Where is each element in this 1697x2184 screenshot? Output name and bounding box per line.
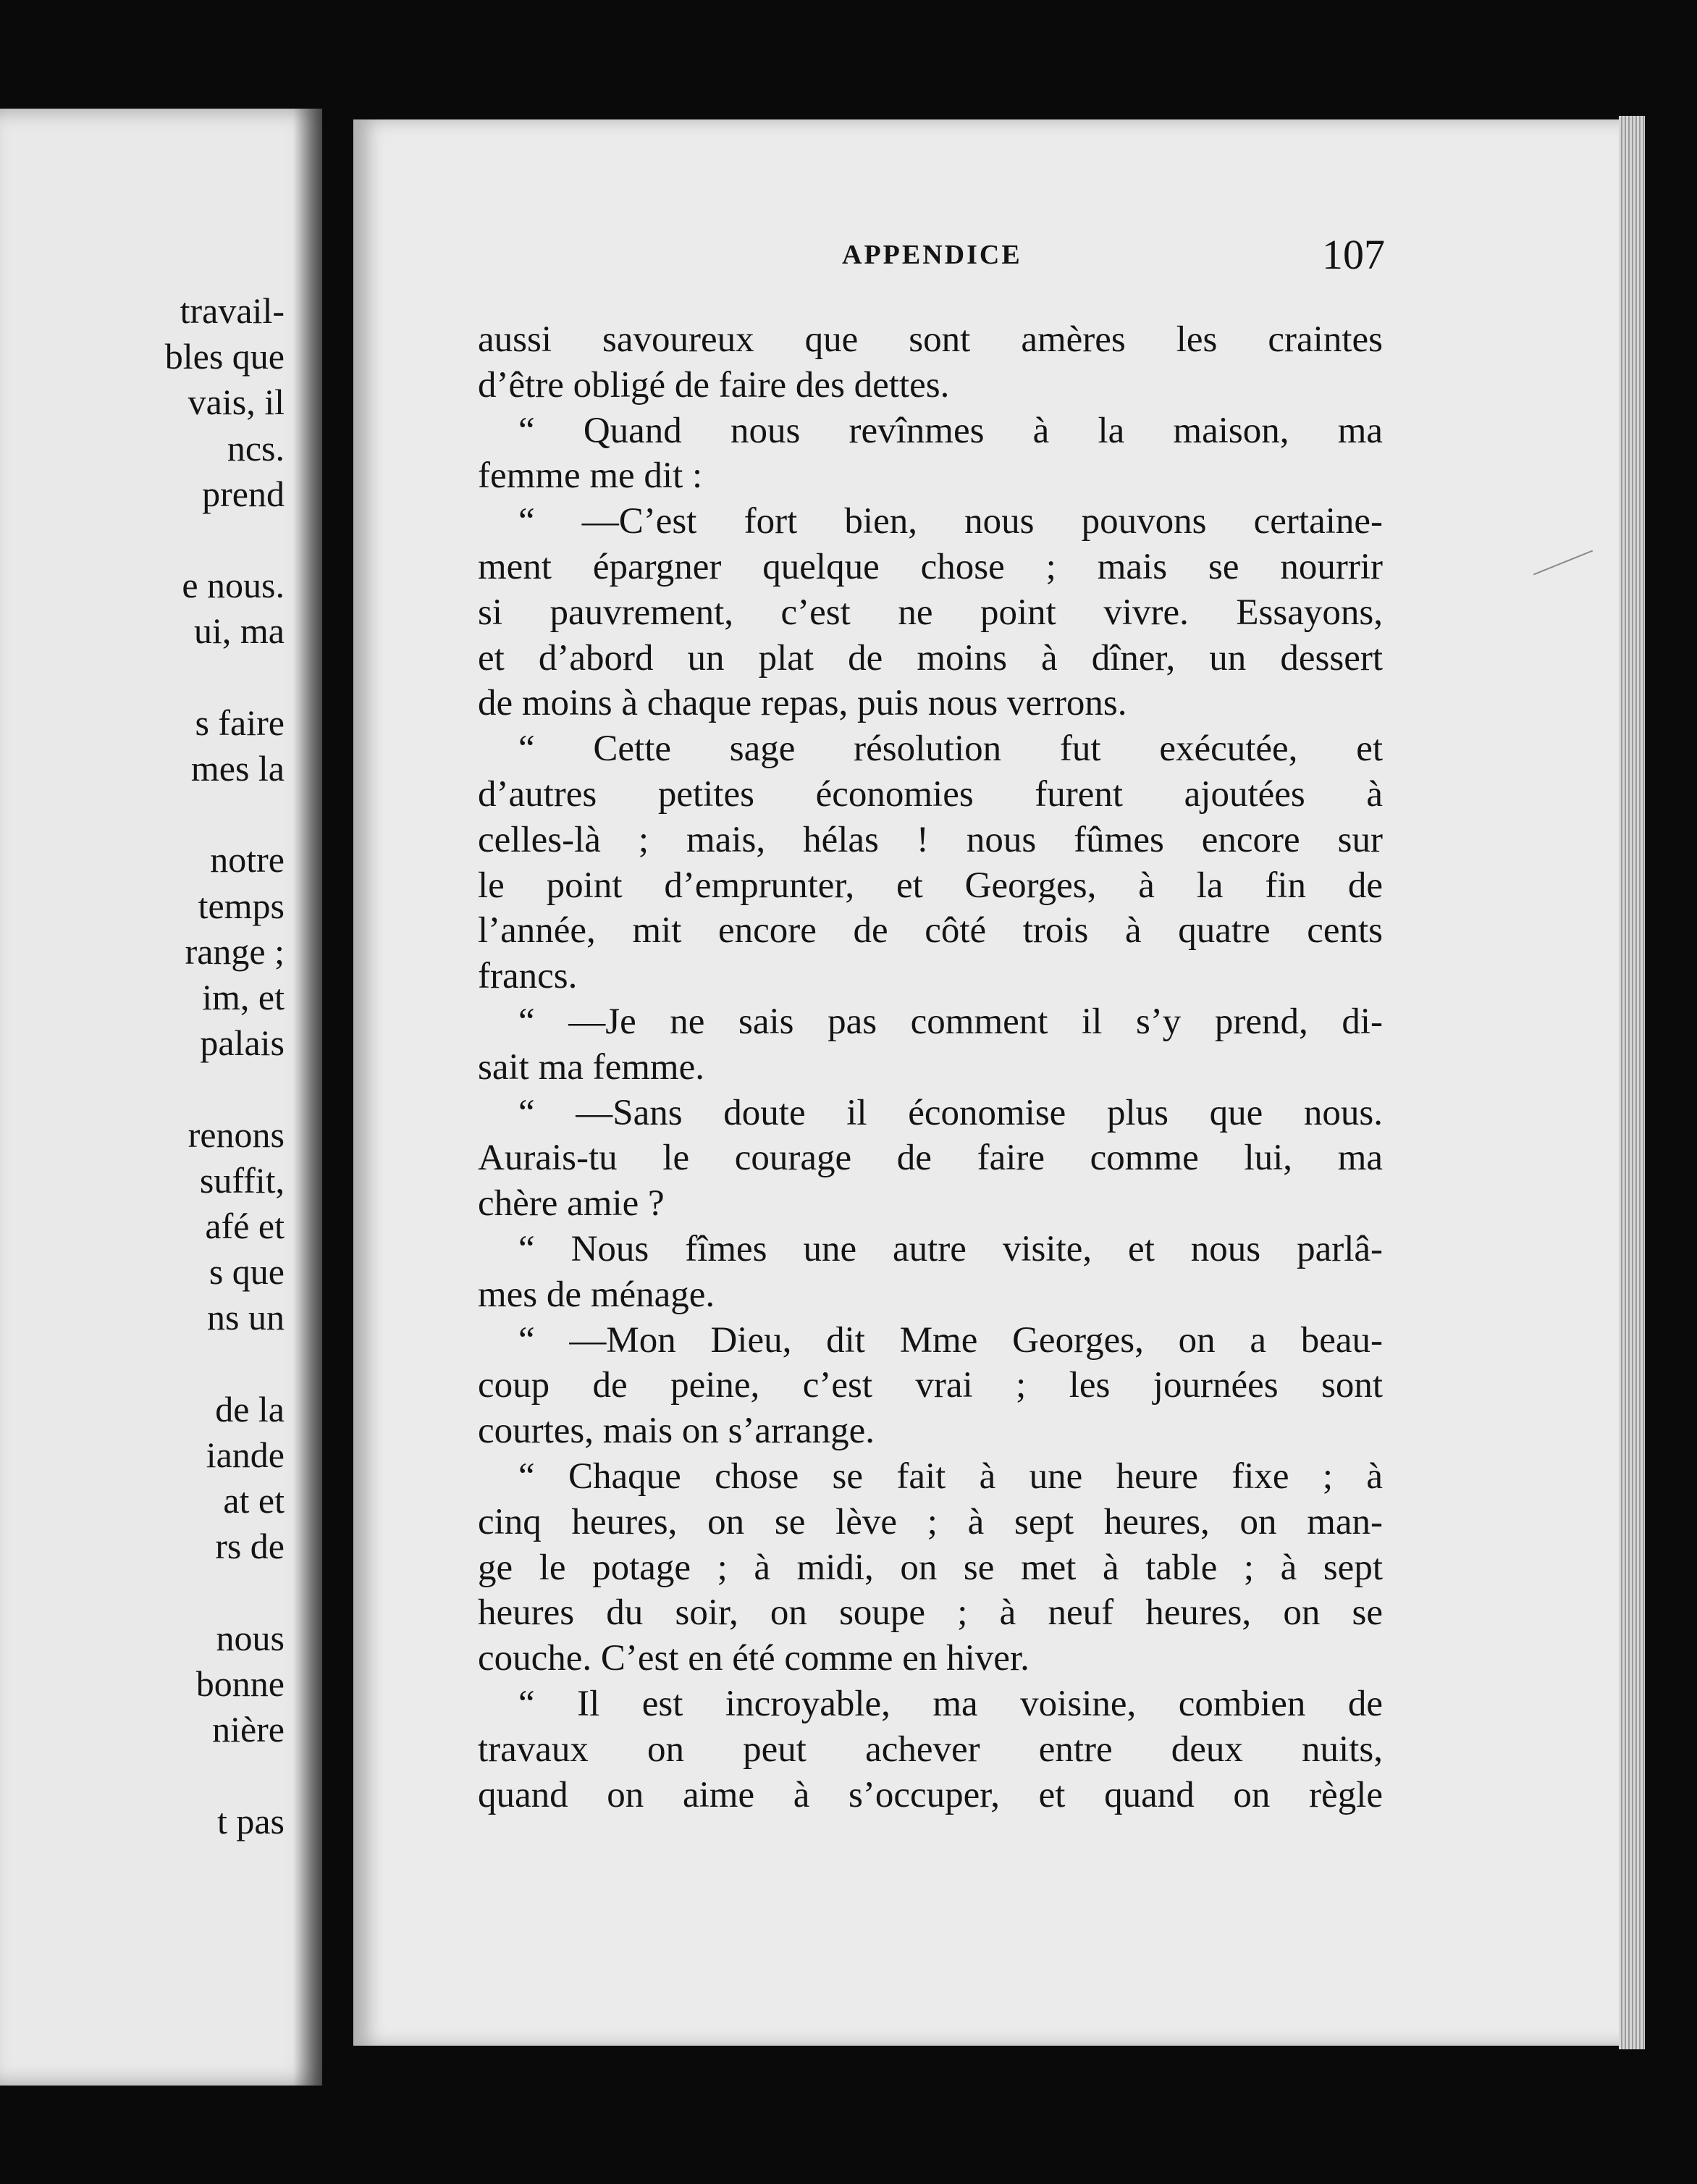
left-page-line: mes la [190, 748, 285, 789]
text-line: travaux on peut achever entre deux nuits, [478, 1729, 1383, 1770]
text-line: “ —Je ne sais pas comment il s’y prend, di- [518, 1001, 1383, 1042]
text-line: “ Quand nous revînmes à la maison, ma [518, 410, 1383, 451]
text-line: “ Nous fîmes une autre visite, et nous parlâ- [518, 1228, 1383, 1269]
left-page-line: s que [209, 1251, 285, 1293]
left-page-line: de la [215, 1388, 285, 1429]
left-page-line: ncs. [227, 427, 285, 469]
text-line: “ —Sans doute il économise plus que nous. [518, 1092, 1383, 1133]
left-page-line: suffit, [199, 1159, 285, 1201]
text-line: coup de peine, c’est vrai ; les journées sont [478, 1365, 1383, 1406]
left-page-fragment [0, 109, 322, 2086]
text-line: le point d’emprunter, et Georges, à la fin de [478, 865, 1383, 906]
left-page-line: afé et [205, 1206, 285, 1246]
left-page-line: rs de [215, 1526, 285, 1567]
left-page-line: ns un [207, 1297, 285, 1338]
page-number: 107 [1322, 231, 1385, 278]
running-head: APPENDICE [842, 240, 1022, 270]
text-line: de moins à chaque repas, puis nous verrons. [478, 683, 1127, 724]
text-line: ge le potage ; à midi, on se met à table ; à sept [478, 1547, 1383, 1588]
left-page-line: travail- [180, 290, 285, 331]
left-page-line: at et [223, 1480, 285, 1521]
left-page-line: notre [210, 839, 285, 881]
text-line: d’être obligé de faire des dettes. [478, 364, 950, 406]
left-page-line: bonne [195, 1663, 285, 1704]
text-line: chère amie ? [478, 1183, 665, 1225]
left-page-line: prend [202, 473, 285, 514]
left-page-line: iande [206, 1435, 285, 1475]
text-line: “ —C’est fort bien, nous pouvons certaine- [518, 501, 1383, 542]
left-page-line: nous [216, 1617, 285, 1658]
text-line: cinq heures, on se lève ; à sept heures, on man- [478, 1501, 1383, 1542]
text-line: couche. C’est en été comme en hiver. [478, 1638, 1029, 1679]
text-line: d’autres petites économies furent ajoutées à [478, 773, 1383, 815]
body-text [478, 317, 1383, 1818]
text-line: sait ma femme. [478, 1046, 704, 1088]
left-page-line: e nous. [182, 565, 285, 606]
text-line: aussi savoureux que sont amères les craintes [478, 319, 1383, 360]
text-line: “ Il est incroyable, ma voisine, combien de [518, 1683, 1383, 1724]
text-line: quand on aime à s’occuper, et quand on règle [478, 1774, 1383, 1815]
text-line: “ Chaque chose se fait à une heure fixe ; à [518, 1456, 1383, 1497]
text-line: mes de ménage. [478, 1274, 715, 1315]
text-line: “ Cette sage résolution fut exécutée, et [518, 728, 1383, 770]
text-line: si pauvrement, c’est ne point vivre. Essayons, [478, 592, 1383, 633]
text-line: l’année, mit encore de côté trois à quatre cents [478, 910, 1383, 952]
page-edge-stack [1619, 116, 1645, 2049]
text-line: et d’abord un plat de moins à dîner, un dessert [478, 637, 1383, 679]
text-line: courtes, mais on s’arrange. [478, 1411, 875, 1452]
left-page-line: bles que [164, 336, 285, 377]
text-line: celles-là ; mais, hélas ! nous fûmes encore sur [478, 819, 1383, 860]
left-page-line: renons [188, 1114, 285, 1155]
left-page-line: palais [200, 1022, 285, 1064]
left-page-line: temps [198, 885, 285, 926]
text-line: ment épargner quelque chose ; mais se nourrir [478, 546, 1383, 587]
left-page-line: ui, ma [194, 610, 285, 652]
text-line: Aurais-tu le courage de faire comme lui, ma [478, 1138, 1383, 1179]
left-page-line: t pas [216, 1800, 285, 1841]
text-line: “ —Mon Dieu, dit Mme Georges, on a beau- [518, 1319, 1383, 1361]
text-line: francs. [478, 956, 578, 997]
left-page-gutter-shadow [293, 109, 322, 2086]
left-page-line: s faire [195, 702, 285, 743]
left-page-line: im, et [202, 977, 285, 1017]
left-page-line: range ; [185, 931, 285, 972]
text-line: femme me dit : [478, 455, 703, 497]
left-page-line: nière [212, 1709, 285, 1750]
left-page-line: vais, il [188, 382, 285, 423]
text-line: heures du soir, on soupe ; à neuf heures, on se [478, 1592, 1383, 1634]
